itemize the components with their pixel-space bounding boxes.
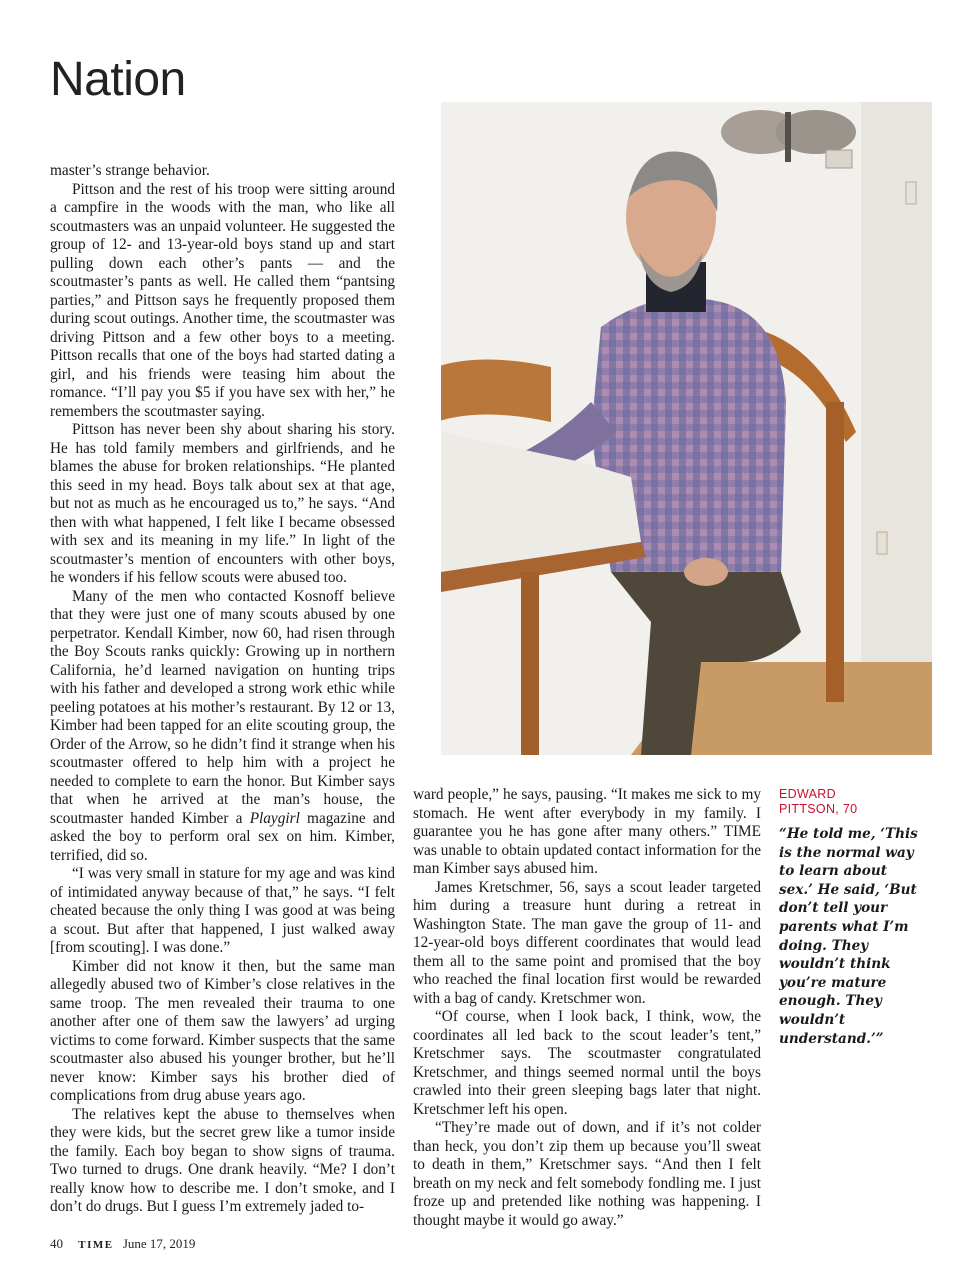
- paragraph: Pittson has never been shy about sharing his story. He has told family members and girlfriends, and he blames the abuse for broken relationships. “He planted this seed in my head. Boys talk about sex at that age, but not as much as he encouraged us to,” he says. “And then with what happened, I felt like I became obsessed with sex and its meaning in my life.” In light of the scoutmaster’s mention of encounters with other boys, he wonders if his fellow scouts were abused too.: [50, 421, 395, 586]
- paragraph: Many of the men who contacted Kosnoff believe that they were just one of many scouts abused by one perpetrator. Kendall Kimber, now 60, had risen through the Boy Scouts ranks quickly: Growing up in northern California, he’d learned navigation on hunting trips with his father and developed a strong work ethic while peeling potatoes at his mother’s restaurant. By 12 or 13, Kimber had been tapped for an elite scouting group, the Order of the Arrow, so he didn’t find it strange when his scoutmaster offered to help him with a project he needed to complete to earn the honor. But Kimber says that when he arrived at the man’s house, the scoutmaster handed Kimber a Playgirl magazine and asked the boy to perform oral sex on him. Kimber, terrified, did so.: [50, 587, 395, 864]
- paragraph: Pittson and the rest of his troop were sitting around a campfire in the woods with the man, who like all scoutmasters was an unpaid volunteer. He suggested the group of 12- and 13-year-old boys stand up and start pulling down each other’s pants — and the scoutmaster’s pants as well. He called them “pantsing parties,” and Pittson says he frequently proposed them during scout outings. Another time, the scoutmaster was driving Pittson and a few other boys to a meeting. Pittson recalls that one of the boys had started dating a girl, and his friends were teasing him about the romance. “I’ll pay you $5 if you have sex with her,” he remembers the scoutmaster saying.: [50, 180, 395, 420]
- caption-name: [779, 787, 919, 817]
- paragraph: “They’re made out of down, and if it’s not colder than heck, you don’t zip them up because you’ll sweat to death in them,” Kretschmer says. “And then I felt breath on my neck and felt somebody fondling me. I just froze up and pretended like nothing was happening. I thought maybe it would go away.”: [413, 1119, 761, 1229]
- caption-name-line: PITTSON, 70: [779, 802, 858, 816]
- photo-caption: [779, 787, 919, 1048]
- section-title: Nation: [50, 53, 186, 106]
- paragraph: “Of course, when I look back, I think, wow, the coordinates all led back to the scout leader’s tent,” Kretschmer says. The scoutmaster congratulated Kretschmer, and things seemed normal until the boys crawled into their green sleeping bags later that night. Kretschmer left his open.: [413, 1008, 761, 1118]
- paragraph: The relatives kept the abuse to themselves when they were kids, but the secret grew like a tumor inside the family. Each boy began to show signs of trauma. Two turned to drugs. One drank heavily. “Me? I don’t really know how to describe me. I don’t smoke, and I don’t do drugs. But I guess I’m extremely jaded to-: [50, 1105, 395, 1215]
- issue-date: June 17, 2019: [122, 1236, 196, 1251]
- magazine-name: TIME: [78, 1239, 114, 1251]
- paragraph: Kimber did not know it then, but the same man allegedly abused two of Kimber’s close relatives in the same troop. The men revealed their trauma to one another after one of them saw the lawyers’ ad urging victims to come forward. Kimber suspects that the same scoutmaster also abused his younger brother, but he’ll never know: Kimber says his brother died of complications from drug abuse years ago.: [50, 957, 395, 1104]
- caption-quote: “He told me, ‘This is the normal way to learn about sex.’ He said, ‘But don’t tell your parents what I’m doing. They wouldn’t think you’re mature enough. They wouldn’t understand.’”: [779, 826, 918, 1047]
- paragraph: master’s strange behavior.: [50, 162, 210, 179]
- article-column-middle: [413, 786, 761, 1230]
- paragraph: “I was very small in stature for my age and was kind of intimidated anyway because of that,” he says. “I felt cheated because the only thing I was good at was being a scout. But after that happened, I just walked away [from scouting]. I was done.”: [50, 865, 395, 956]
- portrait-photo: [441, 102, 932, 755]
- page-footer: [50, 1236, 195, 1252]
- paragraph: James Kretschmer, 56, says a scout leader targeted him during a treasure hunt during a retreat in Washington State. The man gave the group of 11- and 12-year-old boys different coordinates that would lead them all to the same point and promised that the boy who reached the final location first would be rewarded with a bag of candy. Kretschmer won.: [413, 878, 761, 1007]
- paragraph: ward people,” he says, pausing. “It makes me sick to my stomach. He went after everybody in my family. I guarantee you he has gone after many others.” TIME was unable to obtain updated contact information for the man Kimber says abused him.: [413, 786, 761, 877]
- portrait-illustration: [441, 102, 932, 755]
- article-column-left: [50, 162, 395, 1217]
- caption-name-line: EDWARD: [779, 787, 836, 801]
- page-number: 40: [50, 1236, 63, 1251]
